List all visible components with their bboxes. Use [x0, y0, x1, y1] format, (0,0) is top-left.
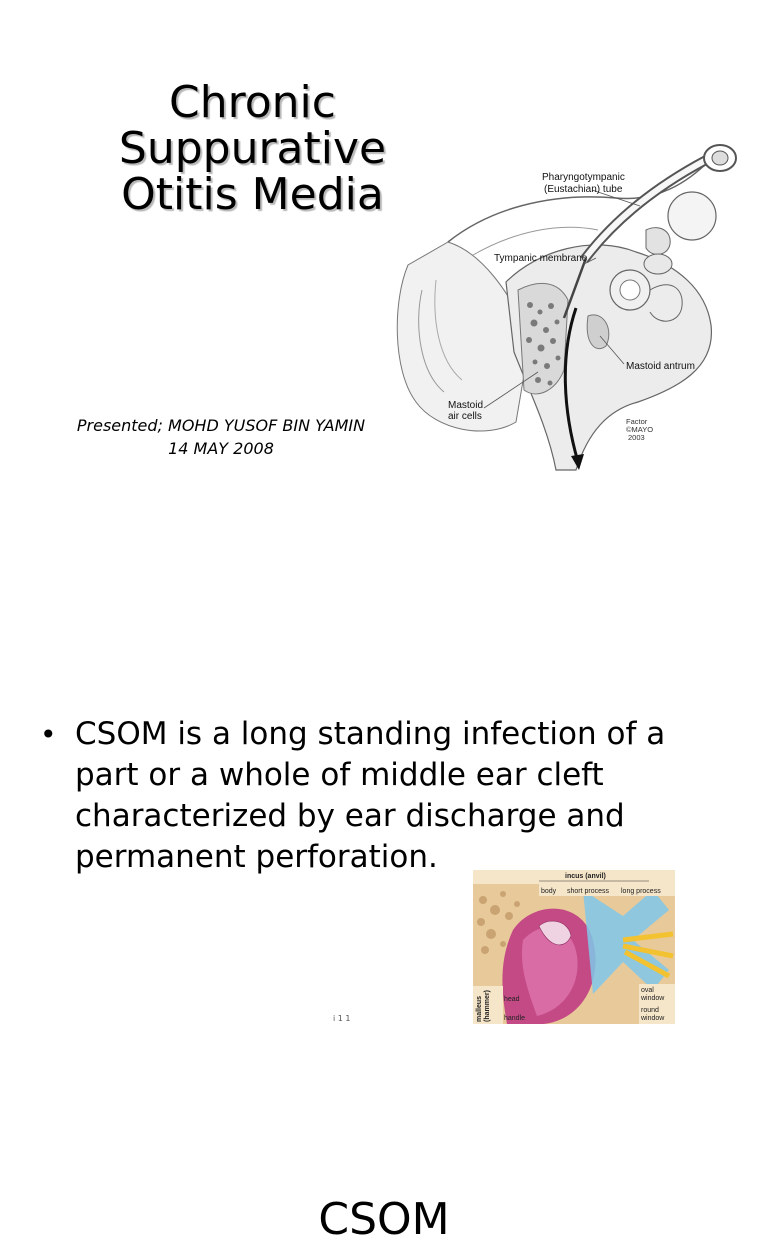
presenter-block	[40, 414, 402, 460]
presenter-name: Presented; MOHD YUSOF BIN YAMIN	[76, 416, 366, 435]
label-eustachian-2: (Eustachian) tube	[544, 184, 623, 195]
label-eustachian-1: Pharyngotympanic	[542, 172, 625, 183]
label-oval-2: window	[641, 995, 665, 1002]
slide-title: CSOM	[318, 1194, 450, 1245]
title-line: Otitis Media	[121, 169, 384, 220]
label-handle: handle	[504, 1015, 526, 1022]
label-long-process: long process	[621, 888, 661, 895]
middle-ear-anatomy-illustration	[473, 870, 675, 1024]
slide-1	[0, 0, 768, 570]
label-incus: incus (anvil)	[565, 873, 606, 880]
title-line: Chronic	[169, 77, 336, 128]
figure-credit-3: 2003	[628, 433, 645, 442]
presentation-date: 14 MAY 2008	[168, 439, 274, 458]
label-mastoid-antrum: Mastoid antrum	[626, 361, 695, 372]
ear-cross-section-illustration	[388, 140, 746, 475]
label-mastoid-cells-2: air cells	[448, 411, 482, 422]
bullet-item: CSOM is a long standing infection of a part or a whole of middle ear cleft characterized by ear discharge and permanent perforation.	[75, 716, 666, 875]
title-line: Suppurative	[118, 123, 387, 174]
figure-credit-1: Factor	[626, 417, 648, 426]
page-mark: i 1 1	[333, 1014, 351, 1023]
label-malleus-2: (hammer)	[484, 990, 491, 1022]
label-round-1: round	[641, 1007, 659, 1014]
bullet-marker: •	[40, 718, 57, 751]
label-oval-1: oval	[641, 987, 654, 994]
slide-title	[70, 77, 435, 220]
label-short-process: short process	[567, 888, 610, 895]
label-malleus-1: malleus	[476, 995, 483, 1022]
label-head: head	[504, 996, 520, 1003]
label-mastoid-cells-1: Mastoid	[448, 400, 484, 411]
label-round-2: window	[641, 1015, 665, 1022]
label-body: body	[541, 888, 557, 895]
label-tympanic-membrane: Tympanic membrane	[494, 253, 588, 264]
figure-credit-2: ©MAYO	[626, 425, 654, 434]
